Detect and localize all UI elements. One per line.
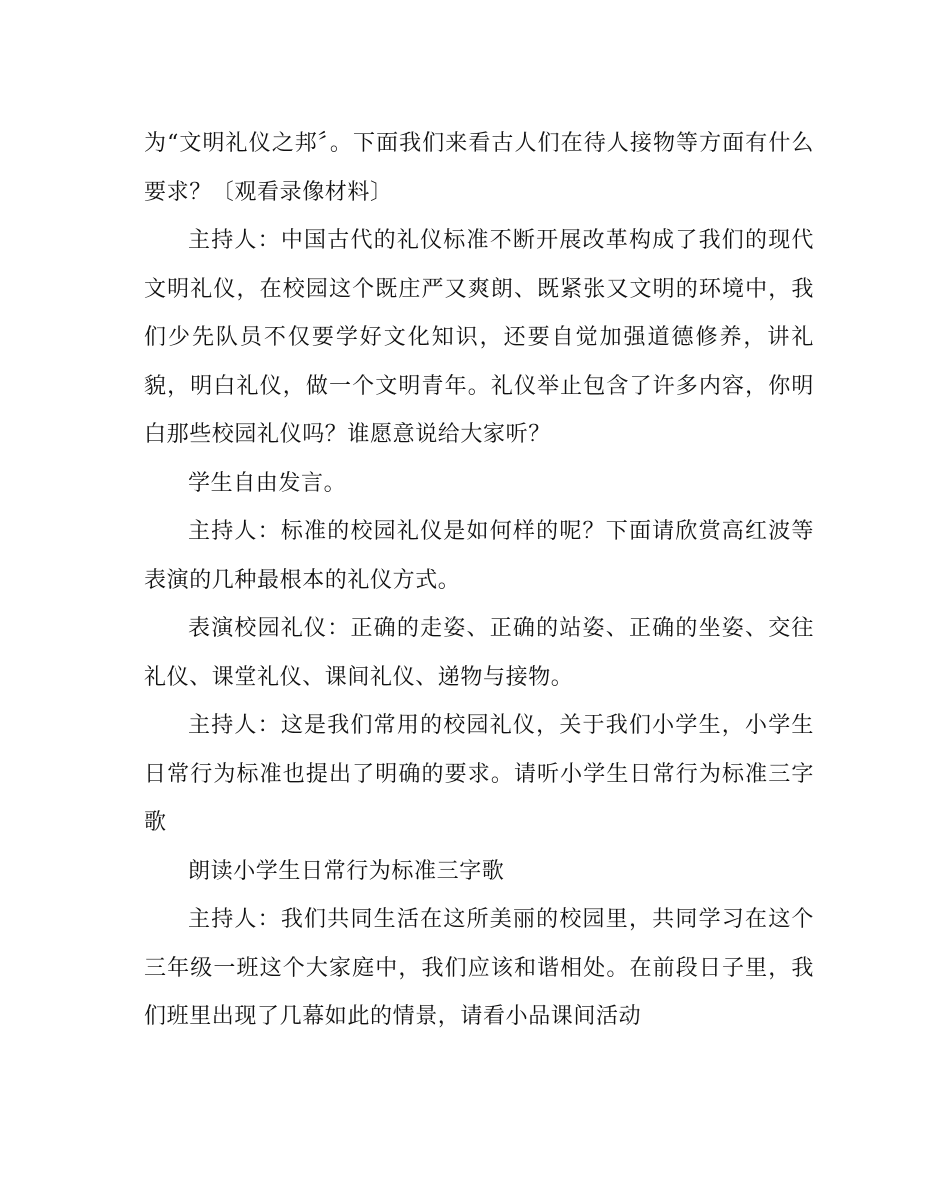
- paragraph-7: 朗读小学生日常行为标准三字歌: [188, 858, 505, 884]
- paragraph-6: 主持人：这是我们常用的校园礼仪，关于我们小学生，小学生日常行为标准也提出了明确的要求。请听小学生日常行为标准三字歌: [144, 713, 814, 835]
- paragraph-5: 表演校园礼仪：正确的走姿、正确的站姿、正确的坐姿、交往礼仪、课堂礼仪、课间礼仪、递物与接物。: [144, 616, 814, 690]
- paragraph-8: 主持人：我们共同生活在这所美丽的校园里，共同学习在这个三年级一班这个大家庭中，我们应该和谐相处。在前段日子里，我们班里出现了几幕如此的情景，请看小品课间活动: [144, 907, 814, 1029]
- paragraph-2: 主持人：中国古代的礼仪标准不断开展改革构成了我们的现代文明礼仪，在校园这个既庄严又爽朗、既紧张又文明的环境中，我们少先队员不仅要学好文化知识，还要自觉加强道德修养，讲礼貌，明白礼仪，做一个文明青年。礼仪举止包含了许多内容，你明白那些校园礼仪吗？谁愿意说给大家听？: [144, 228, 814, 447]
- paragraph-1: 为“文明礼仪之邦〞。下面我们来看古人们在待人接物等方面有什么要求？〔观看录像材料〕: [144, 131, 814, 205]
- document-body: [144, 120, 814, 1042]
- paragraph-3: 学生自由发言。: [188, 470, 347, 496]
- paragraph-4: 主持人：标准的校园礼仪是如何样的呢？下面请欣赏高红波等表演的几种最根本的礼仪方式。: [144, 519, 814, 593]
